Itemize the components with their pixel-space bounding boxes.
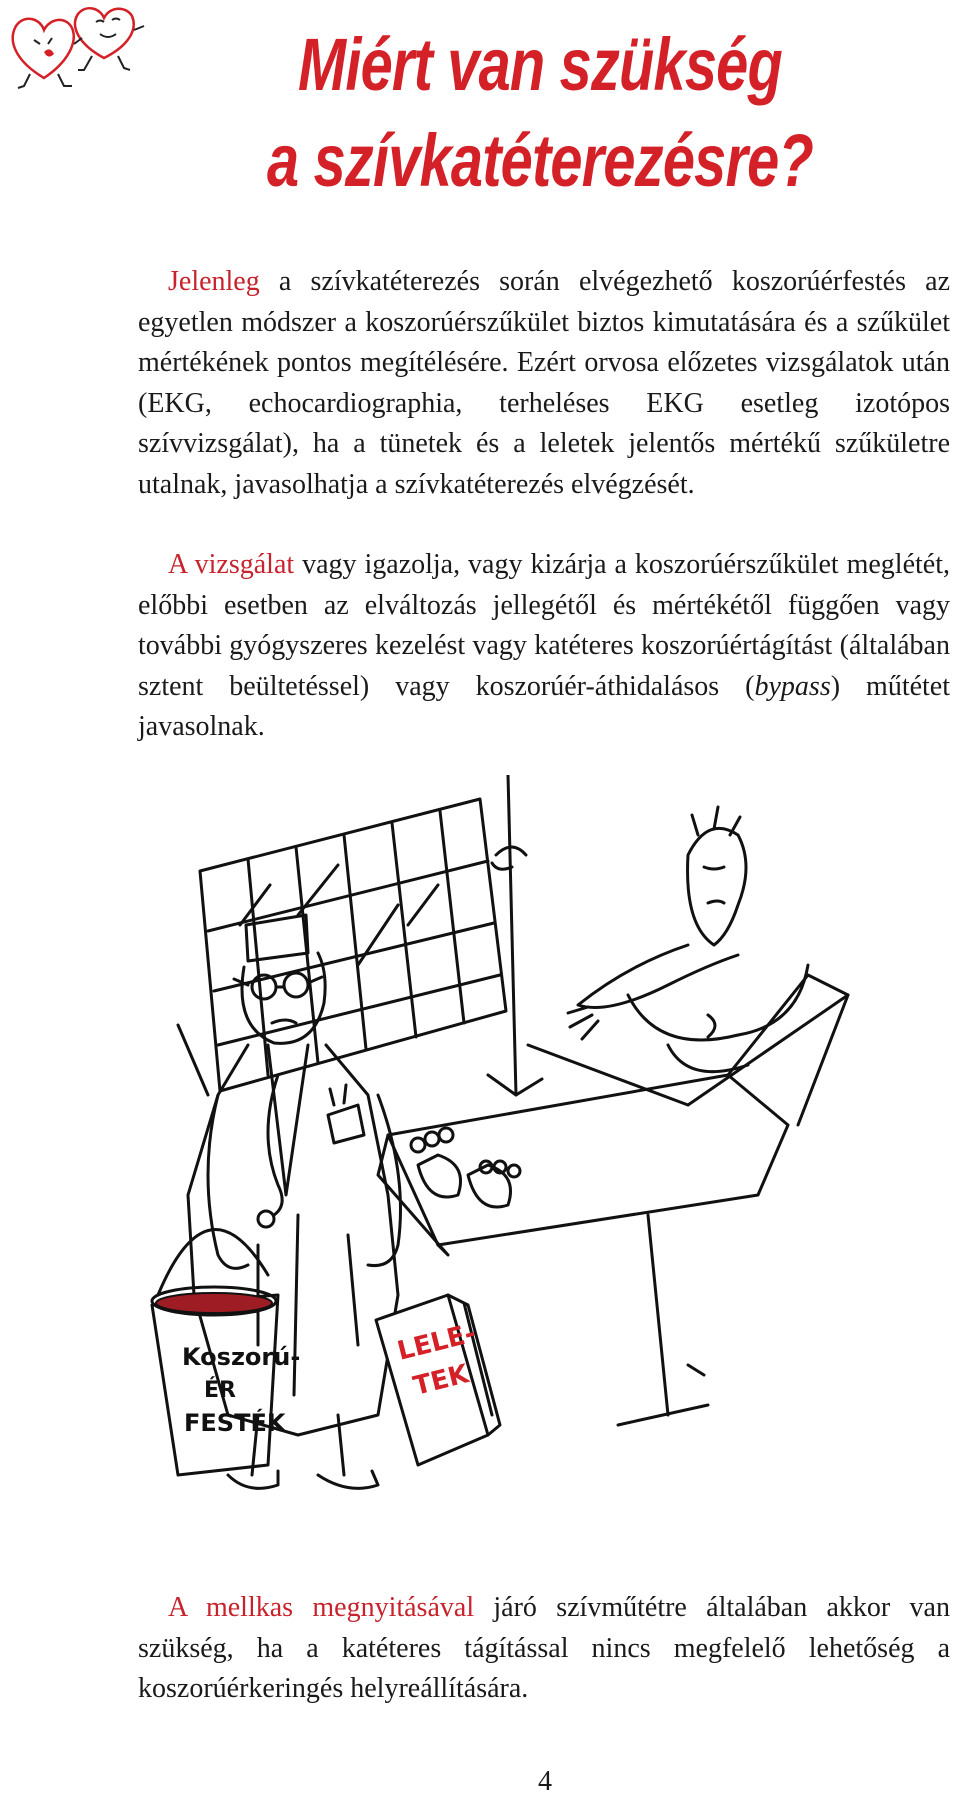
- paragraph-1-text: a szívkatéterezés során elvégezhető koszorúérfestés az egyetlen módszer a koszorúérszűkület biztos kimutatására és a szűkület mértékének pontos megítélésére. Ezért orvosa előzetes vizsgálatok után (EKG, echocardiographia, terheléses EKG esetleg izotópos szívvizsgálat), ha a tünetek és a leletek jelentős mértékű szűkületre utalnak, javasolhatja a szívkatéterezés elvégzését.: [138, 266, 950, 500]
- paragraph-2-lead: A vizsgálat: [168, 549, 295, 580]
- folder-label-1: LELE-: [394, 1318, 479, 1367]
- folder-label-2: TEK: [410, 1359, 472, 1402]
- page-number: 4: [538, 1766, 552, 1797]
- paragraph-2-text-b: ) műtétet javasolnak.: [138, 670, 951, 742]
- paragraph-3: [138, 1588, 950, 1710]
- hearts-logo-icon: [4, 0, 154, 90]
- page-title-line-1: Miért van szükség: [298, 23, 782, 106]
- paragraph-2-text-a: vagy igazolja, vagy kizárja a koszorúérszűkület meglétét, előbbi esetben az elváltozás jellegétől és mértékétől függően vagy további gyógyszeres kezelést vagy katéteres koszorúértágítást (általában sztent beültetéssel) vagy koszorúér-áthidalásos (: [138, 549, 950, 702]
- bucket-label-1: Koszorú-: [182, 1343, 301, 1371]
- page-title-line-2: a szívkatéterezésre?: [267, 119, 813, 202]
- bucket-label-2: ÉR: [204, 1378, 236, 1403]
- paragraph-1: [138, 262, 950, 505]
- paragraph-3-text: járó szívműtétre általában akkor van szükség, ha a katéteres tágítással nincs megfelelő lehetőség a koszorúérkeringés helyreállítására.: [138, 1592, 950, 1704]
- paragraph-2: [138, 545, 950, 748]
- paragraph-3-lead: A mellkas megnyitásával: [168, 1592, 475, 1623]
- paragraph-2-italic: bypass: [754, 670, 831, 702]
- paragraph-1-lead: Jelenleg: [168, 266, 260, 297]
- bucket-label-3: FESTÉK: [184, 1409, 286, 1437]
- doctor-patient-cartoon: [148, 775, 868, 1520]
